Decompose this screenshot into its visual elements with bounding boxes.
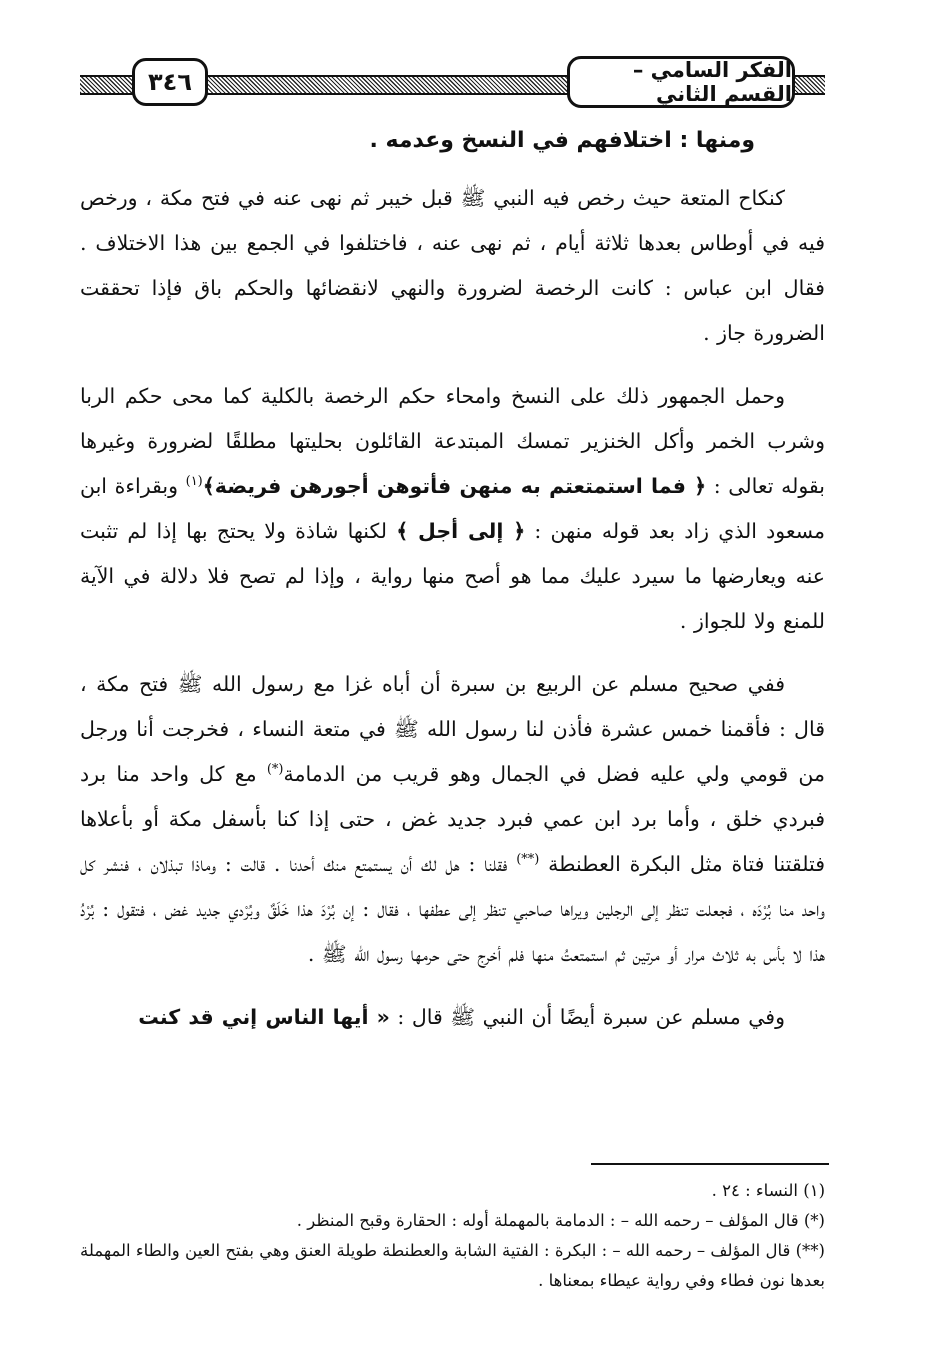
footnote-2: (*) قال المؤلف – رحمه الله – : الدمامة بالمهملة أوله : الحقارة وقبح المنظر .	[296, 1211, 825, 1230]
section-heading: ومنها : اختلافهم في النسخ وعدمه .	[369, 128, 755, 153]
paragraph-1: كنكاح المتعة حيث رخص فيه النبي ﷺ قبل خيبر ثم نهى عنه في فتح مكة ، ورخص فيه في أوطاس بعدها ثلاثة أيام ، ثم نهى عنه ، فاختلفوا في الجمع بين هذا الاختلاف . فقال ابن عباس : كانت الرخصة لضرورة والنهي لانقضائها والحكم باق فإذا تحققت الضرورة جاز .	[80, 186, 825, 345]
paragraph-2-text-b: وبقراءة ابن مسعود الذي زاد بعد قوله منهن :	[80, 474, 826, 543]
paragraph-3-text-a: ففي صحيح مسلم عن الربيع بن سبرة أن أباه غزا مع رسول الله ﷺ فتح مكة ، قال : فأقمنا خمس عشرة فأذن لنا رسول الله ﷺ في متعة النساء ، فخرجت أنا ورجل من قومي ولي عليه فضل في الجمال وهو قريب من الدمامة	[80, 672, 825, 786]
paragraph-4-text: وفي مسلم عن سبرة أيضًا أن النبي ﷺ قال :	[389, 1005, 785, 1029]
paragraph-2-text-c: لكنها شاذة ولا يحتج بها إذا لم تثبت عنه ويعارضها ما سيرد عليك مما هو أصح منها رواية ، وإذا لم تصح فلا دلالة في الآية للمنع ولا للجواز .	[80, 519, 825, 633]
footnote-1: (١) النساء : ٢٤ .	[711, 1181, 825, 1200]
paragraph-3-text-b: مع كل واحد منا برد فبردي خلق ، وأما برد ابن عمي فبرد جديد غض ، حتى إذا كنا بأسفل مكة أو بأعلاها فتلقتنا فتاة مثل البكرة العطنطة	[80, 762, 825, 876]
page-body	[80, 112, 825, 1040]
paragraph-4	[80, 995, 825, 1040]
quran-verse-2: ﴿ إلى أجل ﴾	[396, 519, 526, 543]
footnote-separator	[591, 1163, 829, 1165]
page-header	[80, 50, 825, 112]
footnote-3: (**) قال المؤلف – رحمه الله – : البكرة : الفتية الشابة والعطنطة طويلة العنق وهي بفتح العين والطاء المهملة بعدها نون فطاء وفي رواية عيطاء بمعناها .	[80, 1241, 825, 1290]
page-number: ٣٤٦	[132, 58, 208, 106]
quran-verse-1: ﴿ فما استمتعتم به منهن فأتوهن أجورهن فريضة﴾	[202, 474, 707, 498]
footnote-ref-double-star: (**)	[516, 852, 540, 868]
paragraph-2	[80, 374, 825, 644]
paragraph-3-text-c: فقلنا : هل لك أن يستمتع منك أحدنا . قالت : وماذا تبذلان ، فنشر كل واحد منا بُرْدَه ، فجعلت تنظر إلى الرجلين ويراها صاحبي تنظر إلى عطفها ، فقال : إن بُرْدَ هذا خَلَقٌ وبُرْدي جديد غض ، فتقول : بُرْدُ هذا لا بأس به ثلاث مرار أو مرتين ثم استمتعتُ منها فلم أخرج حتى حرمها رسول الله ﷺ .	[80, 852, 825, 966]
footnotes	[80, 1176, 825, 1296]
paragraph-3	[80, 662, 825, 977]
running-title: الفكر السامي – القسم الثاني	[567, 56, 795, 108]
footnote-ref-star: (*)	[266, 762, 284, 778]
paragraph-2-text-a: وحمل الجمهور ذلك على النسخ وامحاء حكم الرخصة بالكلية كما محى حكم الربا وشرب الخمر وأكل الخنزير تمسك المبتدعة القائلون بحليتها مطلقًا لضرورة وغيرها بقوله تعالى :	[80, 384, 825, 498]
footnote-ref-1: (١)	[185, 474, 203, 490]
hadith-quote: « أيها الناس إني قد كنت	[138, 1005, 390, 1029]
